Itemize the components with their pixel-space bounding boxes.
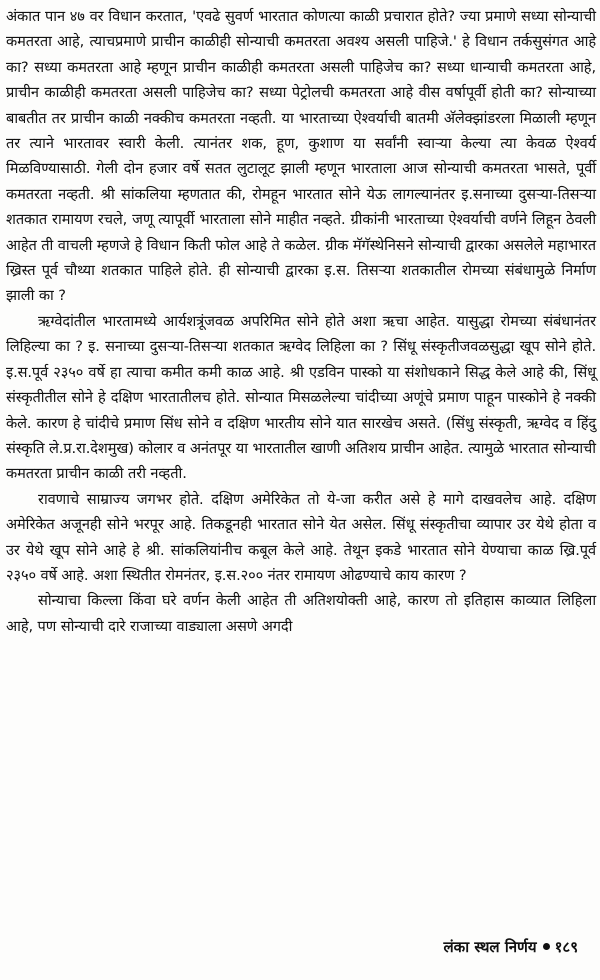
paragraph: सोन्याचा किल्ला किंवा घरे वर्णन केली आहेत ती अतिशयोक्ती आहे, कारण तो इतिहास काव्यात लिहिला आहे, पण सोन्याची दारे राजाच्या वाड्याला असणे अगदी	[6, 592, 596, 635]
paragraph: ऋग्वेदांतील भारतामध्ये आर्यशत्रूंजवळ अपरिमित सोने होते अशा ऋचा आहेत. यासुद्धा रोमच्या संबंधानंतर लिहिल्या का ? इ. सनाच्या दुसऱ्या-तिसऱ्या शतकात ऋग्वेद लिहिला का ? सिंधू संस्कृतीजवळसुद्धा खूप सोने होते. इ.स.पूर्व २३५० वर्षे हा त्याचा कमीत कमी काळ आहे. श्री एडविन पास्को या संशोधकाने सिद्ध केले आहे की, सिंधू संस्कृतीतील सोने हे दक्षिण भारतातीलच होते. सोन्यात मिसळलेल्या चांदीच्या अणूंचे प्रमाण पाहून पास्कोने हे नक्की केले. कारण हे चांदीचे प्रमाण सिंध सोने व दक्षिण भारतीय सोने यात सारखेच असते. (सिंधु संस्कृती, ऋग्वेद व हिंदु संस्कृति ले.प्र.रा.देशमुख) कोलार व अनंतपूर या भारतातील खाणी अतिशय प्राचीन आहेत. त्यामुळे भारतात सोन्याची कमतरता प्राचीन काळी तरी नव्हती.	[6, 312, 596, 483]
paragraph: रावणाचे साम्राज्य जगभर होते. दक्षिण अमेरिकेत तो ये-जा करीत असे हे मागे दाखवलेच आहे. दक्षिण अमेरिकेत अजूनही सोने भरपूर आहे. तिकडूनही भारतात सोने येत असेल. सिंधू संस्कृतीचा व्यापार उर येथे होता व उर येथे खूप सोने आहे हे श्री. सांकलियांनीच कबूल केले आहे. तेथून इकडे भारतात सोने येण्याचा काळ ख्रि.पूर्व २३५० वर्षे आहे. अशा स्थितीत रोमनंतर, इ.स.२०० नंतर रामायण ओढण्याचे काय कारण ?	[6, 490, 596, 584]
page-number: १८९	[554, 938, 578, 956]
body-text	[6, 4, 596, 639]
paragraph: अंकात पान ४७ वर विधान करतात, 'एवढे सुवर्ण भारतात कोणत्या काळी प्रचारात होते? ज्या प्रमाणे सध्या सोन्याची कमतरता आहे, त्याचप्रमाणे प्राचीन काळीही सोन्याची कमतरता अवश्य असली पाहिजे.' हे विधान तर्कसुसंगत आहे का? सध्या कमतरता आहे म्हणून प्राचीन काळीही कमतरता असली पाहिजेच का? सध्या धान्याची कमतरता आहे, प्राचीन काळीही कमतरता असली पाहिजेच का? सध्या पेट्रोलची कमतरता आहे वीस वर्षापूर्वी होती का? सोन्याच्या बाबतीत तर प्राचीन काळी नक्कीच कमतरता नव्हती. या भारताच्या ऐश्वर्याची बातमी अ‍ॅलेक्झांडरला मिळाली म्हणून तर त्याने भारतावर स्वारी केली. त्यानंतर शक, हूण, कुशाण या सर्वांनी स्वाऱ्या केल्या त्या केवळ ऐश्वर्य मिळविण्यासाठी. गेली दोन हजार वर्षे सतत लुटालूट झाली म्हणून भारताला आज सोन्याची कमतरता भासते, पूर्वी कमतरता नव्हती. श्री सांकलिया म्हणतात की, रोमहून भारतात सोने येऊ लागल्यानंतर इ.सनाच्या दुसऱ्या-तिसऱ्या शतकात रामायण रचले, जणू त्यापूर्वी भारताला सोने माहीत नव्हते. ग्रीकांनी भारताच्या ऐश्वर्याची वर्णने लिहून ठेवली आहेत ती वाचली म्हणजे हे विधान किती फोल आहे ते कळेल. ग्रीक मॅगॅस्थेनिसने सोन्याची द्वारका असलेले महाभारत ख्रिस्त पूर्व चौथ्या शतकात पाहिले होते. ही सोन्याची द्वारका इ.स. तिसऱ्या शतकातील रोमच्या संबंधामुळे निर्माण झाली का ?	[6, 8, 596, 305]
bullet-dot	[543, 943, 550, 950]
page-footer	[444, 937, 578, 957]
book-title: लंका स्थल निर्णय	[443, 938, 537, 956]
